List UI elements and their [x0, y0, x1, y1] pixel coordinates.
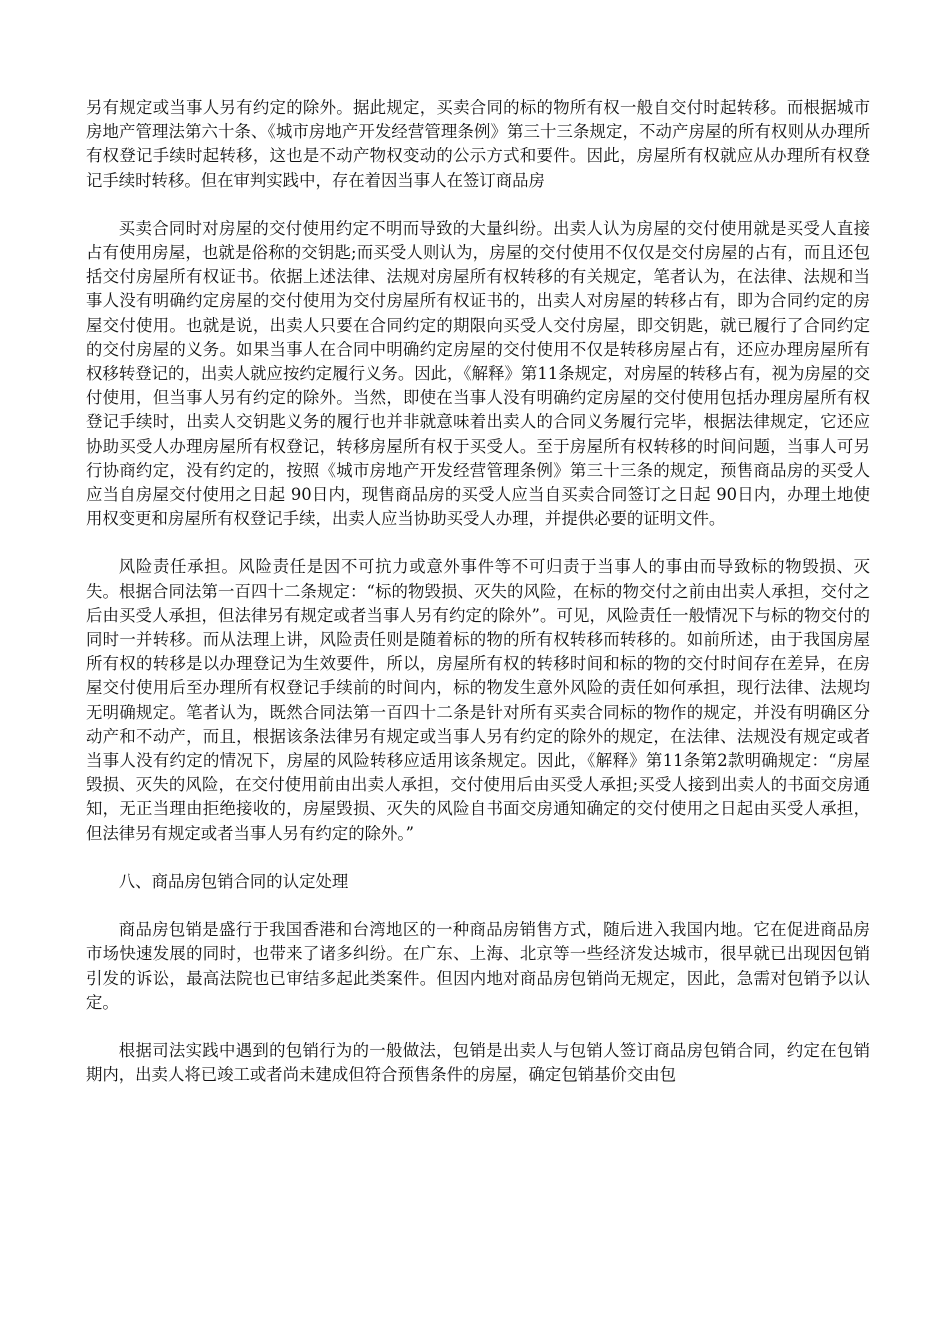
paragraph-risk-liability: 风险责任承担。风险责任是因不可抗力或意外事件等不可归责于当事人的事由而导致标的物毁损、灭失。根据合同法第一百四十二条规定：“标的物毁损、灭失的风险，在标的物交付之前由出卖人承担，交付之后由买受人承担，但法律另有规定或者当事人另有约定的除外”。可见，风险责任一般情况下与标的物交付的同时一并转移。而从法理上讲，风险责任则是随着标的物的所有权转移而转移的。如前所述，由于我国房屋所有权的转移是以办理登记为生效要件，所以，房屋所有权的转移时间和标的物的交付时间存在差异，在房屋交付使用后至办理所有权登记手续前的时间内，标的物发生意外风险的责任如何承担，现行法律、法规均无明确规定。笔者认为，既然合同法第一百四十二条是针对所有买卖合同标的物作的规定，并没有明确区分动产和不动产，而且，根据该条法律另有规定或当事人另有约定的除外的规定，在法律、法规没有规定或者当事人没有约定的情况下，房屋的风险转移应适用该条规定。因此，《解释》第11条第2款明确规定：“房屋毁损、灭失的风险，在交付使用前由出卖人承担，交付使用后由买受人承担;买受人接到出卖人的书面交房通知，无正当理由拒绝接收的，房屋毁损、灭失的风险自书面交房通知确定的交付使用之日起由买受人承担，但法律另有规定或者当事人另有约定的除外。” [86, 557, 870, 843]
section-heading: 八、商品房包销合同的认定处理 [118, 871, 349, 891]
paragraph-package-sale-intro: 商品房包销是盛行于我国香港和台湾地区的一种商品房销售方式，随后进入我国内地。它在促进商品房市场快速发展的同时，也带来了诸多纠纷。在广东、上海、北京等一些经济发达城市，很早就已出现因包销引发的诉讼，最高法院也已审结多起此类案件。但因内地对商品房包销尚无规定，因此，急需对包销予以认定。 [86, 920, 870, 1012]
paragraph-delivery-use: 买卖合同时对房屋的交付使用约定不明而导致的大量纠纷。出卖人认为房屋的交付使用就是买受人直接占有使用房屋，也就是俗称的交钥匙;而买受人则认为，房屋的交付使用不仅仅是交付房屋的占有，而且还包括交付房屋所有权证书。依据上述法律、法规对房屋所有权转移的有关规定，笔者认为，在法律、法规和当事人没有明确约定房屋的交付使用为交付房屋所有权证书的，出卖人对房屋的转移占有，即为合同约定的房屋交付使用。也就是说，出卖人只要在合同约定的期限向买受人交付房屋，即交钥匙，就已履行了合同约定的交付房屋的义务。如果当事人在合同中明确约定房屋的交付使用不仅是转移房屋占有，还应办理房屋所有权移转登记的，出卖人就应按约定履行义务。因此，《解释》第11条规定，对房屋的转移占有，视为房屋的交付使用，但当事人另有约定的除外。当然，即使在当事人没有明确约定房屋的交付使用包括办理房屋所有权登记手续时，出卖人交钥匙义务的履行也并非就意味着出卖人的合同义务履行完毕，根据法律规定，它还应协助买受人办理房屋所有权登记，转移房屋所有权于买受人。至于房屋所有权转移的时间问题，当事人可另行协商约定，没有约定的，按照《城市房地产开发经营管理条例》第三十三条的规定，预售商品房的买受人应当自房屋交付使用之日起 90日内，现售商品房的买受人应当自买卖合同签订之日起 90日内，办理土地使用权变更和房屋所有权登记手续，出卖人应当协助买受人办理，并提供必要的证明文件。 [86, 218, 870, 529]
paragraph-continuation: 另有规定或当事人另有约定的除外。据此规定，买卖合同的标的物所有权一般自交付时起转移。而根据城市房地产管理法第六十条、《城市房地产开发经营管理条例》第三十三条规定，不动产房屋的所有权则从办理所有权登记手续时起转移，这也是不动产物权变动的公示方式和要件。因此，房屋所有权就应从办理所有权登记手续时转移。但在审判实践中，存在着因当事人在签订商品房 [86, 98, 870, 190]
paragraph-package-sale-definition: 根据司法实践中遇到的包销行为的一般做法，包销是出卖人与包销人签订商品房包销合同，约定在包销期内，出卖人将已竣工或者尚未建成但符合预售条件的房屋，确定包销基价交由包 [86, 1040, 870, 1085]
